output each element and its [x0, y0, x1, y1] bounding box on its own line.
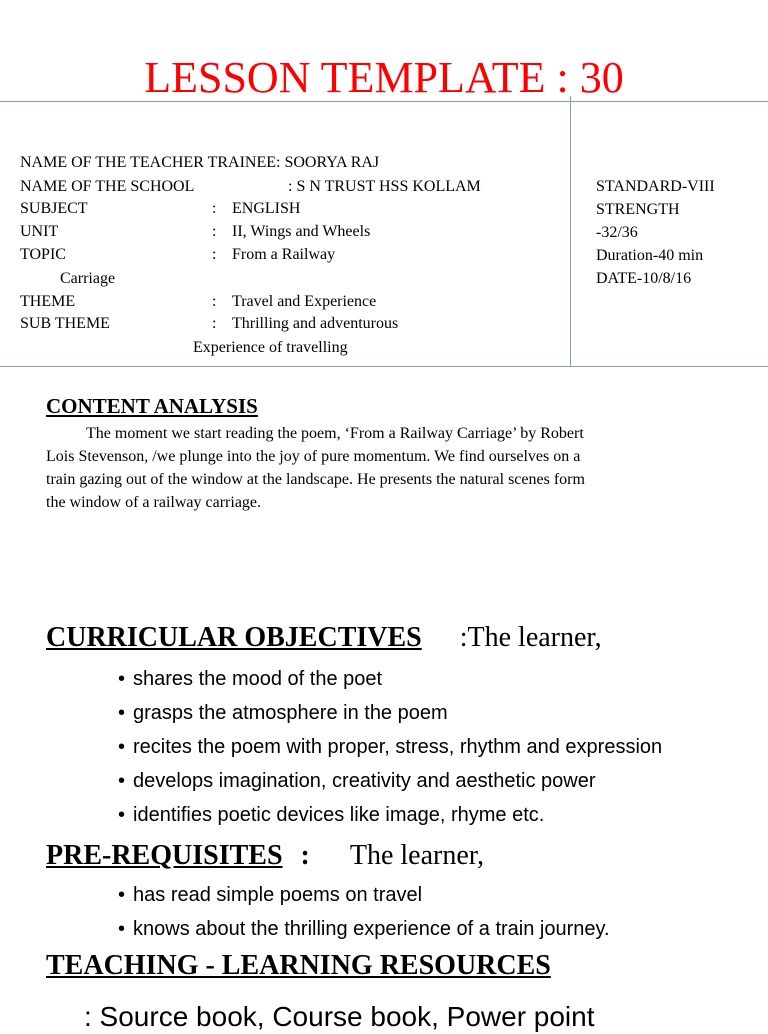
teacher-row: NAME OF THE TEACHER TRAINEE: SOORYA RAJ: [20, 154, 380, 171]
subject-value: ENGLISH: [232, 200, 301, 217]
header-top-rule: [0, 101, 768, 102]
curricular-objectives-title: CURRICULAR OBJECTIVES: [46, 622, 422, 653]
list-item: • grasps the atmosphere in the poem: [118, 696, 662, 730]
theme-value: Travel and Experience: [232, 293, 377, 310]
list-item: • recites the poem with proper, stress, rhythm and expression: [118, 730, 662, 764]
content-analysis-line: the window of a railway carriage.: [46, 494, 262, 511]
list-item: • develops imagination, creativity and aesthetic power: [118, 764, 662, 798]
content-analysis-line: train gazing out of the window at the landscape. He presents the natural scenes form: [46, 471, 585, 488]
pre-requisites-list: [118, 878, 610, 946]
resources-title: TEACHING - LEARNING RESOURCES: [46, 950, 551, 981]
curricular-suffix: :The learner,: [459, 622, 602, 653]
header-column-divider: [570, 96, 571, 366]
school-label: NAME OF THE SCHOOL: [20, 178, 195, 195]
topic-colon: :: [212, 246, 217, 263]
list-item: • knows about the thrilling experience of a train journey.: [118, 912, 610, 946]
curricular-objectives-list: [118, 662, 662, 832]
list-item: • identifies poetic devices like image, rhyme etc.: [118, 798, 662, 832]
pre-requisites-colon: :: [300, 840, 310, 871]
strength-value: -32/36: [596, 224, 638, 241]
unit-row: [20, 222, 560, 242]
theme-label: THEME: [20, 293, 76, 310]
unit-value: II, Wings and Wheels: [232, 223, 371, 240]
curricular-objectives-heading: [46, 622, 602, 654]
school-value: : S N TRUST HSS KOLLAM: [288, 178, 481, 195]
curricular-colon-text: [460, 622, 602, 653]
subject-label: SUBJECT: [20, 200, 88, 217]
unit-colon: :: [212, 223, 217, 240]
pre-requisites-heading: [46, 840, 484, 872]
duration: Duration-40 min: [596, 247, 704, 264]
theme-colon: :: [212, 293, 217, 310]
sub-theme-row: [20, 314, 560, 334]
topic-row: [20, 245, 560, 265]
resources-text: : Source book, Course book, Power point: [84, 1001, 595, 1032]
content-analysis-line: Lois Stevenson, /we plunge into the joy of pure momentum. We find ourselves on a: [46, 448, 581, 465]
pre-requisites-title: PRE-REQUISITES: [46, 840, 283, 871]
unit-label: UNIT: [20, 223, 59, 240]
topic-continuation: Carriage: [60, 270, 116, 287]
sub-theme-label: SUB THEME: [20, 315, 110, 332]
school-row: [20, 177, 560, 197]
date: DATE-10/8/16: [596, 270, 692, 287]
content-analysis-line: The moment we start reading the poem, ‘From a Railway Carriage’ by Robert: [86, 425, 584, 442]
sub-theme-continuation: Experience of travelling: [193, 339, 348, 356]
theme-row: [20, 292, 560, 312]
class-info: [596, 175, 715, 290]
page-title: LESSON TEMPLATE : 30: [144, 53, 624, 102]
strength-label: STRENGTH: [596, 201, 680, 218]
resources-heading: [46, 950, 551, 982]
subject-row: [20, 199, 560, 219]
sub-theme-value: Thrilling and adventurous: [232, 315, 399, 332]
header-bottom-rule: [0, 366, 768, 367]
subject-colon: :: [212, 200, 217, 217]
content-analysis-heading: CONTENT ANALYSIS: [46, 394, 258, 418]
sub-theme-colon: :: [212, 315, 217, 332]
list-item: • shares the mood of the poet: [118, 662, 662, 696]
content-analysis-body: [46, 422, 706, 514]
list-item: • has read simple poems on travel: [118, 878, 610, 912]
standard: STANDARD-VIII: [596, 178, 715, 195]
topic-label: TOPIC: [20, 246, 66, 263]
topic-value: From a Railway: [232, 246, 336, 263]
pre-requisites-suffix: The learner,: [349, 840, 484, 871]
